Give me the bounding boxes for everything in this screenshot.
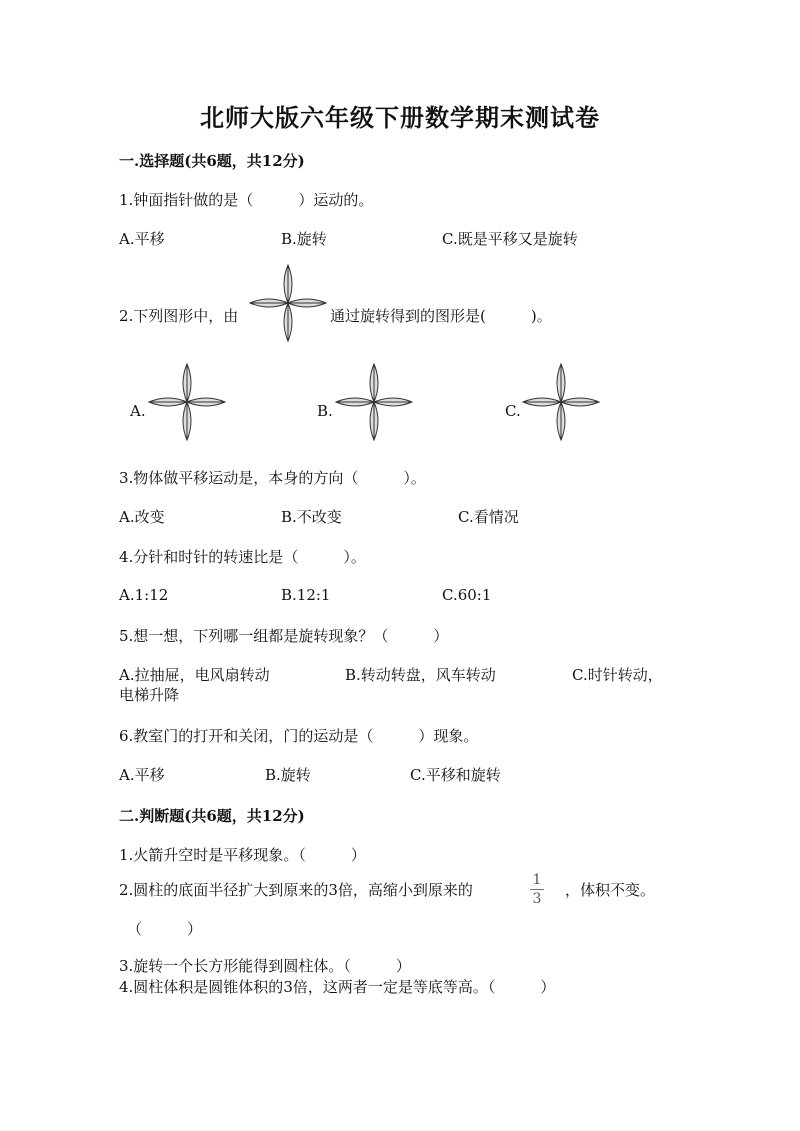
four-petal-flower-icon [521,362,601,442]
q1-option-c: C.既是平移又是旋转 [442,230,578,248]
fraction-numerator: 1 [532,872,542,888]
fraction-bar [530,889,544,890]
q6-option-a: A.平移 [119,766,165,784]
page-title: 北师大版六年级下册数学期末测试卷 [200,103,600,132]
question-6: 6.教室门的打开和关闭，门的运动是（ ）现象。 [119,727,479,745]
four-petal-flower-icon [248,263,328,343]
q5-option-a: A.拉抽屉，电风扇转动 [119,666,270,684]
four-petal-flower-icon [147,362,227,442]
judgment-3: 3.旋转一个长方形能得到圆柱体。（ ） [119,957,411,975]
q3-option-c: C.看情况 [458,508,519,526]
q3-option-b: B.不改变 [281,508,342,526]
section-heading-judgment: 二.判断题(共6题，共12分) [119,807,305,825]
question-4: 4.分针和时针的转速比是（ ）。 [119,548,366,566]
judgment-4: 4.圆柱体积是圆锥体积的3倍，这两者一定是等底等高。（ ） [119,978,556,996]
q5-option-c: C.时针转动， [572,666,663,684]
judgment-1: 1.火箭升空时是平移现象。（ ） [119,846,366,864]
q3-option-a: A.改变 [119,508,165,526]
judgment-2-paren: （ ） [127,920,203,938]
q2-option-a: A. [130,402,146,420]
question-3: 3.物体做平移运动是，本身的方向（ ）。 [119,469,426,487]
question-5: 5.想一想，下列哪一组都是旋转现象？（ ） [119,627,449,645]
q5-option-c-continued: 电梯升降 [119,686,180,704]
q1-option-a: A.平移 [119,230,165,248]
fraction-denominator: 3 [532,891,542,907]
question-2-prefix: 2.下列图形中，由 [119,307,239,325]
fraction-one-third [528,872,546,907]
q2-option-c: C. [505,402,521,420]
q1-option-b: B.旋转 [281,230,327,248]
question-2-suffix: 通过旋转得到的图形是( )。 [330,307,552,325]
four-petal-flower-icon [334,362,414,442]
q6-option-c: C.平移和旋转 [410,766,501,784]
judgment-2-prefix: 2.圆柱的底面半径扩大到原来的3倍，高缩小到原来的 [119,881,473,899]
q4-option-a: A.1:12 [119,586,169,604]
question-1: 1.钟面指针做的是（ ）运动的。 [119,191,374,209]
q6-option-b: B.旋转 [265,766,311,784]
judgment-2-suffix: ，体积不变。 [565,881,656,899]
q5-option-b: B.转动转盘，风车转动 [345,666,496,684]
q2-option-b: B. [317,402,333,420]
q4-option-c: C.60:1 [442,586,492,604]
section-heading-choice: 一.选择题(共6题，共12分) [119,152,305,170]
q4-option-b: B.12:1 [281,586,331,604]
